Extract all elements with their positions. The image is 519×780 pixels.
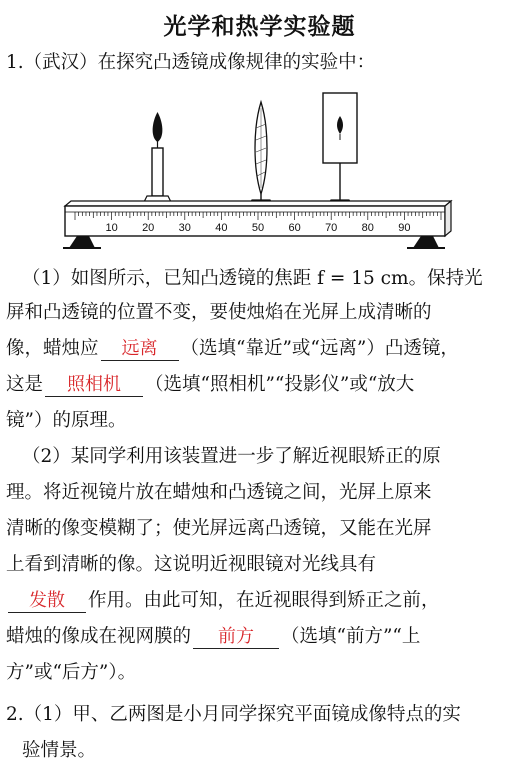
q1-part1-line3 — [6, 336, 459, 362]
q1-part1-line3-text-b: （选填“靠近”或“远离”）凸透镜， — [180, 338, 459, 359]
q1-part1-line3-text-a: 像，蜡烛应 — [6, 338, 99, 359]
ruler-label-10: 10 — [105, 222, 118, 234]
ruler-label-80: 80 — [361, 222, 374, 234]
q1-part2-line6 — [6, 624, 420, 650]
answer-blank-1: 远离 — [101, 338, 179, 361]
convex-lens-icon — [249, 102, 273, 205]
question-2-line1: 2.（1）甲、乙两图是小月同学探究平面镜成像特点的实 — [6, 704, 461, 725]
q1-part2-line6-text-a: 蜡烛的像成在视网膜的 — [6, 626, 192, 647]
q1-part2-line3: 清晰的像变模糊了；使光屏远离凸透镜，又能在光屏 — [6, 518, 432, 539]
ruler-label-40: 40 — [215, 222, 228, 234]
q1-part2-line5-text: 作用。由此可知，在近视眼得到矫正之前， — [88, 590, 440, 611]
question-2-line2: 验情景。 — [22, 740, 97, 761]
candle-icon — [143, 112, 172, 204]
answer-blank-3: 发散 — [8, 590, 86, 613]
ruler-label-70: 70 — [325, 222, 338, 234]
q1-part2-line1: （2）某同学利用该装置进一步了解近视眼矫正的原 — [22, 446, 441, 467]
ruler-label-60: 60 — [288, 222, 301, 234]
ruler-label-20: 20 — [142, 222, 155, 234]
q1-part1-line1: （1）如图所示，已知凸透镜的焦距 f = 15 cm。保持光 — [22, 268, 483, 289]
q1-part1-line4 — [6, 372, 414, 398]
q1-part2-line5 — [6, 588, 440, 614]
ruler-label-50: 50 — [251, 222, 265, 234]
q1-part2-line7: 方”或“后方”）。 — [6, 662, 137, 683]
ruler-label-30: 30 — [178, 222, 191, 234]
q1-part2-line6-text-b: （选填“前方”“上 — [281, 626, 421, 647]
light-screen-icon — [323, 93, 357, 205]
q1-part2-line2: 理。将近视镜片放在蜡烛和凸透镜之间，光屏上原来 — [6, 482, 432, 503]
optical-bench — [63, 201, 451, 248]
q1-part2-line4: 上看到清晰的像。这说明近视眼镜对光线具有 — [6, 554, 377, 575]
q1-part1-line4-text-a: 这是 — [6, 374, 44, 395]
q1-part1-line2: 屏和凸透镜的位置不变，要使烛焰在光屏上成清晰的 — [6, 302, 432, 323]
q1-part1-line4-text-b: （选填“照相机”“投影仪”或“放大 — [145, 374, 415, 395]
question-1-stem: 1.（武汉）在探究凸透镜成像规律的实验中： — [6, 52, 376, 73]
q1-part1-line5: 镜”）的原理。 — [6, 410, 127, 431]
optical-bench-figure — [55, 88, 475, 256]
page-title: 光学和热学实验题 — [163, 14, 356, 40]
ruler-label-90: 90 — [398, 222, 411, 234]
answer-blank-2: 照相机 — [45, 374, 143, 397]
answer-blank-4: 前方 — [193, 626, 279, 649]
